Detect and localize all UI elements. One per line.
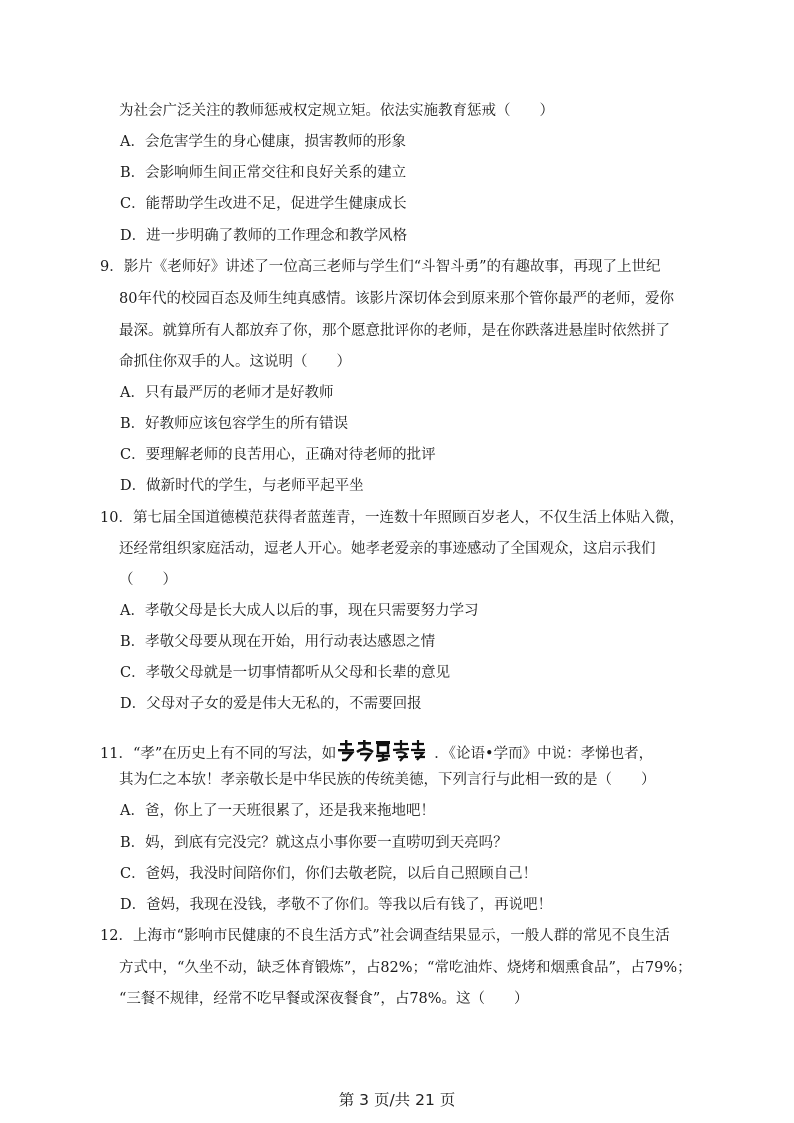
q8-tail: 为社会广泛关注的教师惩戒权定规立矩。依法实施教育惩戒（ ） (119, 103, 554, 119)
q9-option-b[interactable]: B．好教师应该包容学生的所有错误 (120, 416, 349, 432)
q10-option-c[interactable]: C．孝敬父母就是一切事情都听从父母和长辈的意见 (120, 665, 451, 681)
q8-option-a[interactable]: A．会危害学生的身心健康，损害教师的形象 (120, 134, 406, 150)
q12-stem-line3: “三餐不规律，经常不吃早餐或深夜餐食”，占78%。这（ ） (119, 991, 529, 1007)
q11-option-c[interactable]: C．爸妈，我没时间陪你们，你们去敬老院，以后自己照顾自己！ (120, 866, 538, 882)
q9-stem-line2: 80年代的校园百态及师生纯真感情。该影片深切体会到原来那个管你最严的老师，爱你 (119, 291, 674, 307)
calligraphy-glyph-2 (357, 740, 373, 761)
calligraphy-xiao-svg (338, 740, 426, 762)
page-number: 第 3 页/共 21 页 (338, 1091, 456, 1109)
q11-stem-line1 (0, 740, 794, 765)
q10-option-b[interactable]: B．孝敬父母要从现在开始，用行动表达感恩之情 (120, 634, 436, 650)
q9-option-a[interactable]: A．只有最严厉的老师才是好教师 (120, 385, 334, 401)
q11-option-b[interactable]: B．妈，到底有完没完？就这点小事你要一直唠叨到天亮吗？ (120, 835, 508, 851)
calligraphy-glyph-3 (376, 741, 390, 761)
q8-option-b[interactable]: B．会影响师生间正常交往和良好关系的建立 (120, 165, 407, 181)
q11-option-d[interactable]: D．爸妈，我现在没钱，孝敬不了你们。等我以后有钱了，再说吧！ (120, 897, 553, 913)
q9-option-d[interactable]: D．做新时代的学生，与老师平起平坐 (120, 478, 364, 494)
q9-stem-line1: 9．影片《老师好》讲述了一位高三老师与学生们“斗智斗勇”的有趣故事，再现了上世纪 (100, 259, 661, 275)
calligraphy-glyph-4 (393, 740, 409, 761)
q9-stem-line4: 命抓住你双手的人。这说明（ ） (119, 354, 351, 370)
q10-stem-line3: （ ） (119, 572, 177, 588)
q12-stem-line2: 方式中，“久坐不动，缺乏体育锻炼”，占82%；“常吃油炸、烧烤和烟熏食品”，占79%； (119, 960, 692, 976)
q11-stem-after: ．《论语•学而》中说：孝悌也者， (434, 746, 654, 762)
q8-option-c[interactable]: C．能帮助学生改进不足，促进学生健康成长 (120, 196, 407, 212)
calligraphy-glyph-1 (338, 740, 354, 760)
q10-option-d[interactable]: D．父母对子女的爱是伟大无私的，不需要回报 (120, 696, 422, 712)
q10-stem-line1: 10．第七届全国道德模范获得者蓝莲青，一连数十年照顾百岁老人，不仅生活上体贴入微， (100, 510, 684, 526)
q10-option-a[interactable]: A．孝敬父母是长大成人以后的事，现在只需要努力学习 (120, 603, 479, 619)
q9-option-c[interactable]: C．要理解老师的良苦用心，正确对待老师的批评 (120, 447, 436, 463)
q12-stem-line1: 12．上海市“影响市民健康的不良生活方式”社会调查结果显示，一般人群的常见不良生活 (100, 928, 670, 944)
calligraphy-xiao-image (338, 740, 426, 762)
q9-stem-line3: 最深。就算所有人都放弃了你，那个愿意批评你的老师，是在你跌落进悬崖时依然拼了 (119, 323, 670, 339)
q11-stem-line2: 其为仁之本欤！孝亲敬长是中华民族的传统美德，下列言行与此相一致的是（ ） (119, 772, 656, 788)
q11-option-a[interactable]: A．爸，你上了一天班很累了，还是我来拖地吧！ (120, 803, 435, 819)
calligraphy-glyph-5 (411, 740, 425, 760)
q8-option-d[interactable]: D．进一步明确了教师的工作理念和教学风格 (120, 228, 408, 244)
q10-stem-line2: 还经常组织家庭活动，逗老人开心。她孝老爱亲的事迹感动了全国观众，这启示我们 (119, 541, 656, 557)
q11-stem-before: 11．“孝”在历史上有不同的写法，如 (100, 746, 337, 762)
